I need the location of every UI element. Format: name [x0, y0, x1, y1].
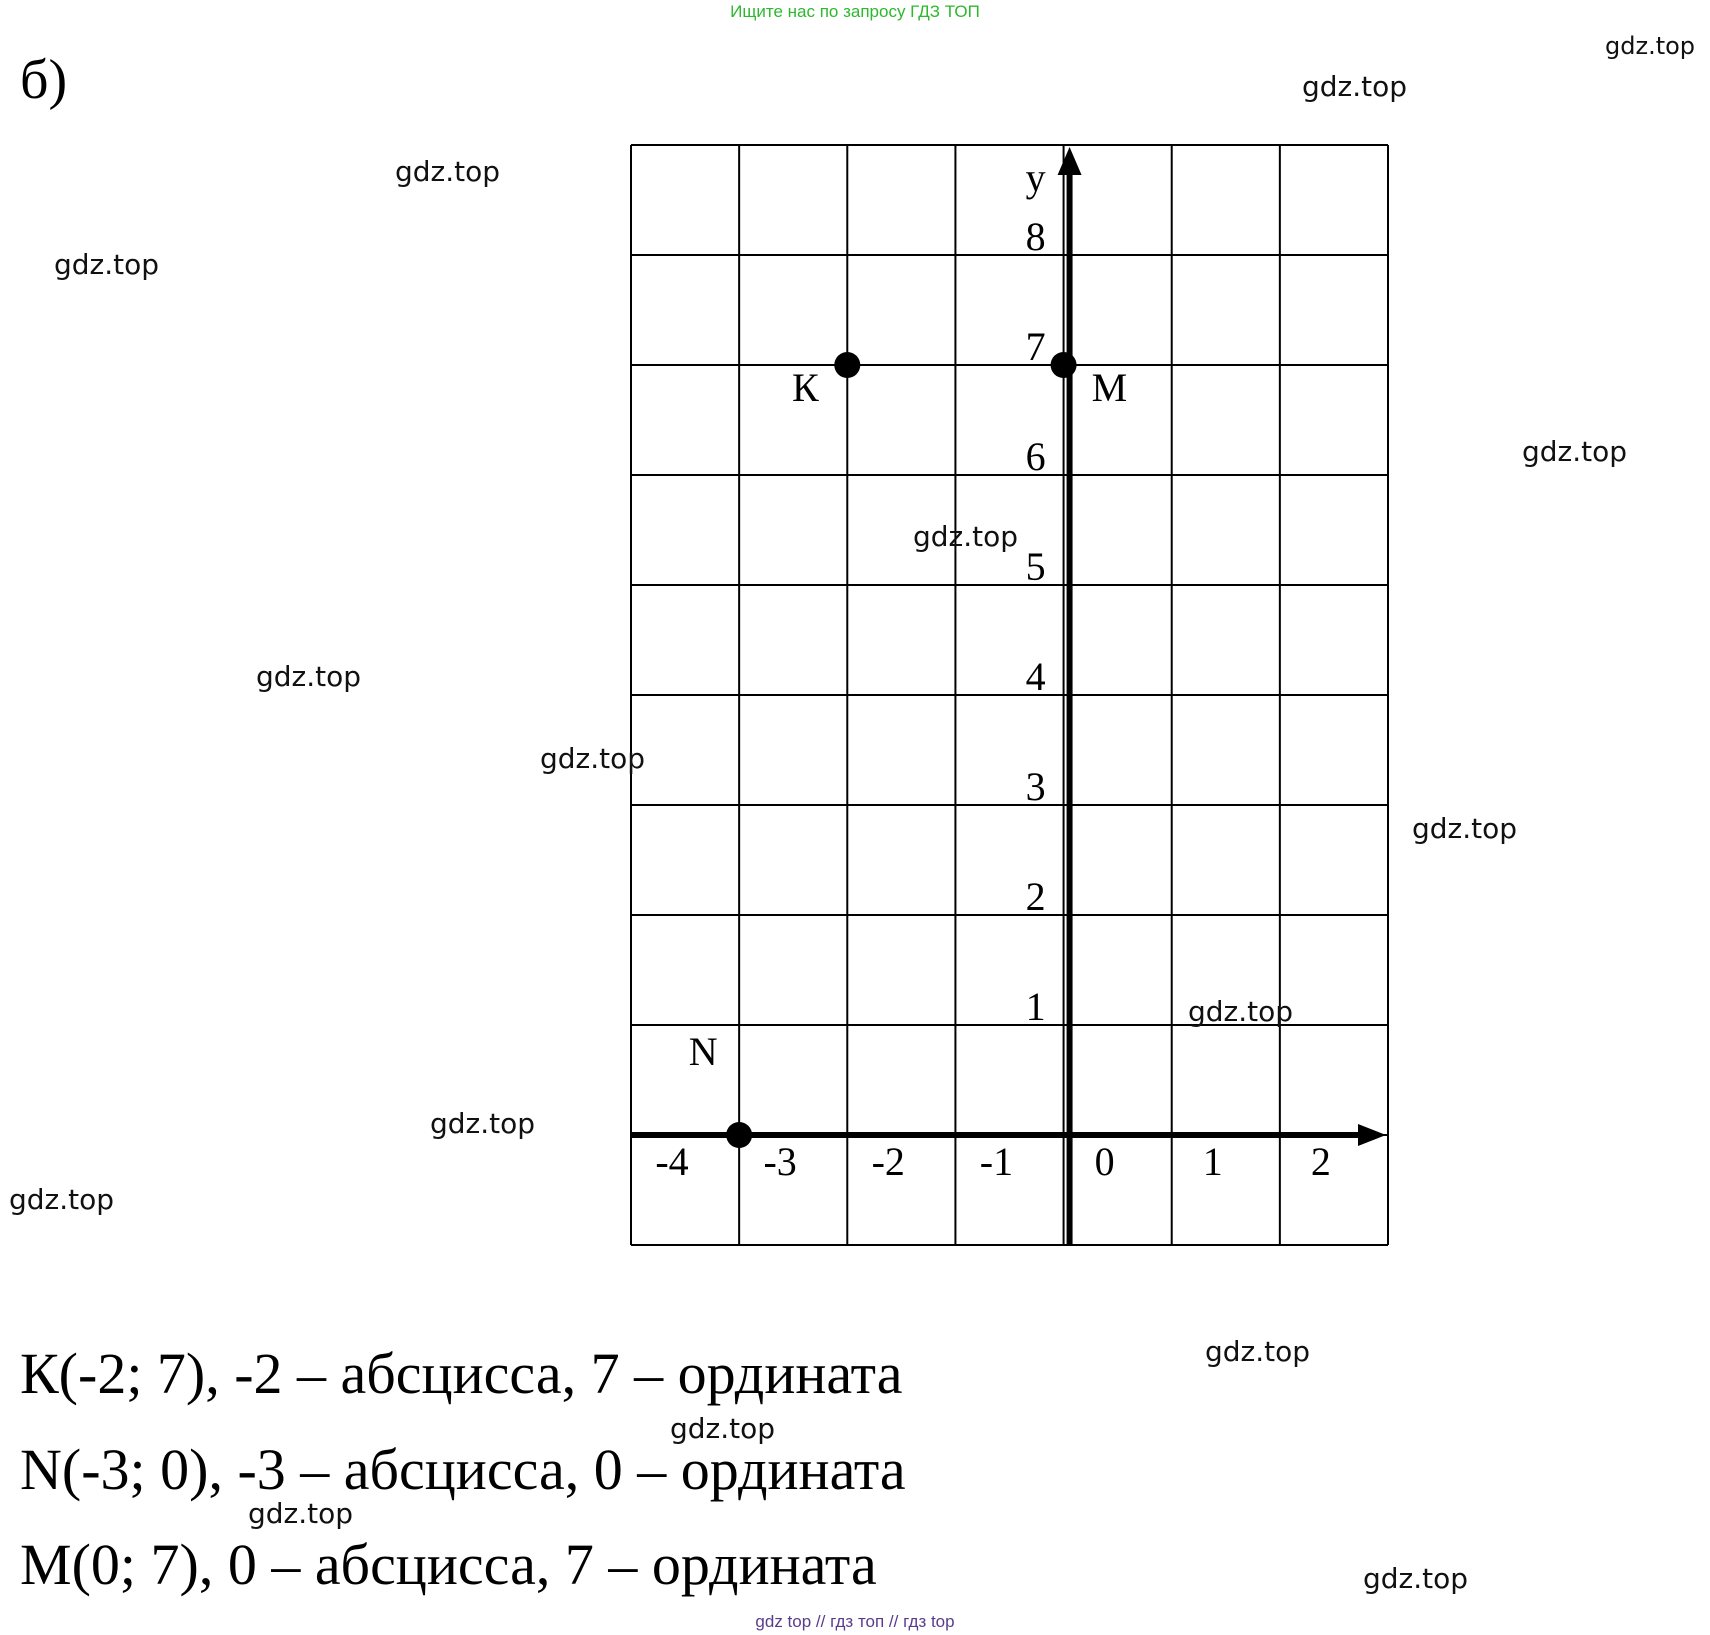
watermark: gdz.top	[430, 1107, 536, 1140]
y-tick-label: 3	[1025, 764, 1046, 809]
watermark: gdz.top	[9, 1183, 115, 1216]
x-tick-label: 2	[1310, 1139, 1331, 1184]
y-tick-label: 7	[1025, 324, 1046, 369]
watermark: gdz.top	[1522, 435, 1628, 468]
watermark: gdz.top	[256, 660, 362, 693]
y-axis-label: y	[1025, 155, 1046, 200]
part-label: б)	[20, 49, 68, 111]
x-tick-label: -2	[871, 1139, 905, 1184]
watermark: gdz.top	[1363, 1562, 1469, 1595]
watermark: gdz.top	[540, 742, 646, 775]
watermark: gdz.top	[248, 1497, 354, 1530]
y-tick-label: 1	[1025, 984, 1046, 1029]
watermark: gdz.top	[54, 248, 160, 281]
x-tick-label: 1	[1202, 1139, 1223, 1184]
watermark: gdz.top	[913, 520, 1019, 553]
point-К	[834, 352, 860, 378]
point-label: N	[688, 1029, 718, 1074]
watermark: gdz.top	[395, 155, 501, 188]
y-tick-label: 6	[1025, 434, 1046, 479]
x-tick-label: -3	[763, 1139, 797, 1184]
x-tick-label: -1	[979, 1139, 1014, 1184]
y-tick-label: 4	[1025, 654, 1046, 699]
watermark: gdz.top	[1188, 995, 1294, 1028]
y-tick-label: 5	[1025, 544, 1046, 589]
point-label: М	[1091, 365, 1128, 410]
answer-line-n: N(-3; 0), -3 – абсцисса, 0 – ордината	[20, 1437, 906, 1502]
answer-line-m: М(0; 7), 0 – абсцисса, 7 – ордината	[20, 1532, 877, 1597]
x-axis-arrow	[1358, 1124, 1386, 1146]
point-label: К	[791, 365, 819, 410]
y-tick-label: 2	[1025, 874, 1046, 919]
point-N	[726, 1122, 752, 1148]
x-tick-label: -4	[655, 1139, 689, 1184]
y-axis-arrow	[1058, 147, 1082, 175]
answer-line-k: К(-2; 7), -2 – абсцисса, 7 – ордината	[20, 1341, 903, 1406]
y-tick-label: 8	[1025, 214, 1046, 259]
watermark: gdz.top	[670, 1412, 776, 1445]
x-tick-label: 0	[1094, 1139, 1115, 1184]
watermark: gdz.top	[1205, 1335, 1311, 1368]
site-header: Ищите нас по запросу ГДЗ ТОП	[730, 2, 980, 21]
watermark: gdz.top	[1302, 70, 1408, 103]
watermark: gdz.top	[1412, 812, 1518, 845]
site-footer: gdz top // гдз топ // гдз top	[755, 1612, 955, 1631]
point-М	[1051, 352, 1077, 378]
watermark: gdz.top	[1605, 32, 1696, 60]
